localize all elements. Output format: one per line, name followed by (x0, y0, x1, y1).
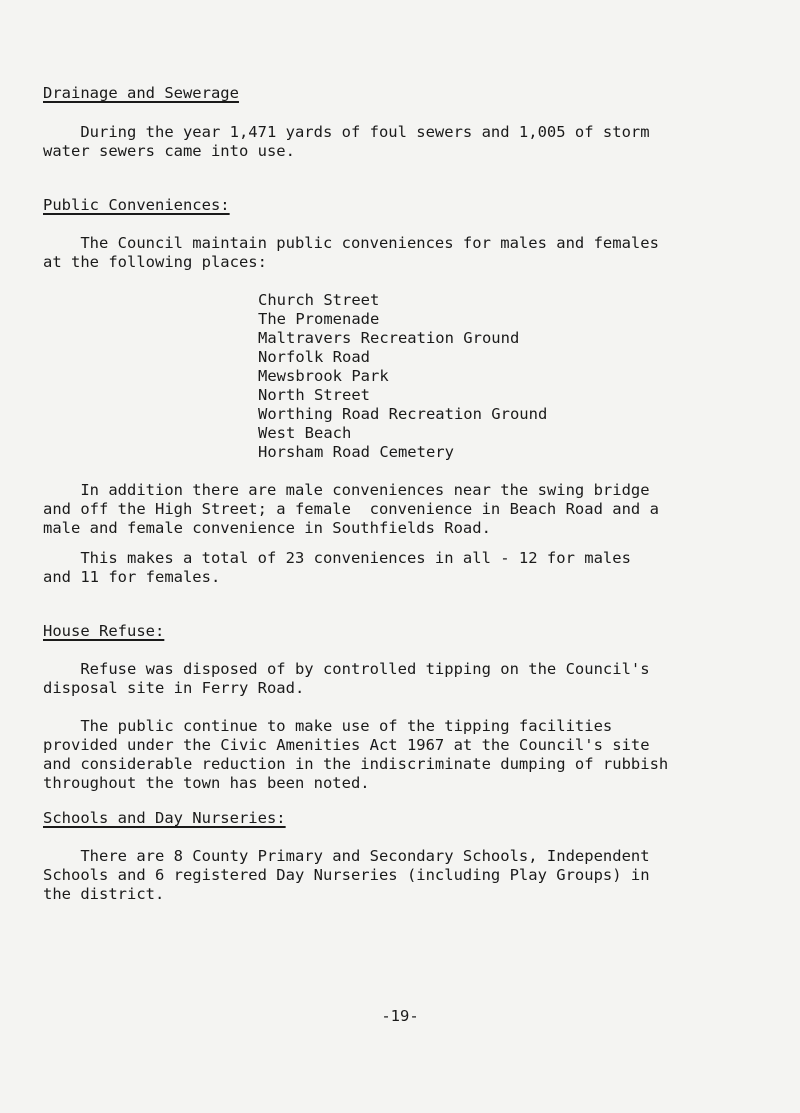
text-line: During the year 1,471 yards of foul sewers and 1,005 of storm (43, 123, 650, 141)
text-line: provided under the Civic Amenities Act 1967 at the Council's site (43, 736, 650, 754)
paragraph-conveniences-intro (43, 234, 763, 272)
list-item: Worthing Road Recreation Ground (258, 405, 548, 423)
heading-drainage: Drainage and Sewerage (43, 84, 239, 102)
text-line: and considerable reduction in the indiscriminate dumping of rubbish (43, 755, 669, 773)
text-line: This makes a total of 23 conveniences in all - 12 for males (43, 549, 631, 567)
text-line: disposal site in Ferry Road. (43, 679, 305, 697)
text-line: male and female convenience in Southfields Road. (43, 519, 491, 537)
text-line: The Council maintain public conveniences for males and females (43, 234, 659, 252)
list-item: Church Street (258, 291, 380, 309)
paragraph-refuse-2 (43, 717, 763, 793)
page-number: -19- (381, 1007, 419, 1025)
text-line: The public continue to make use of the tipping facilities (43, 717, 613, 735)
text-line: at the following places: (43, 253, 267, 271)
text-line: Refuse was disposed of by controlled tipping on the Council's (43, 660, 650, 678)
conveniences-places-list (258, 291, 547, 462)
list-item: Norfolk Road (258, 348, 370, 366)
paragraph-refuse-1 (43, 660, 763, 698)
paragraph-drainage (43, 123, 763, 161)
paragraph-conveniences-addition (43, 481, 763, 538)
text-line: water sewers came into use. (43, 142, 295, 160)
list-item: The Promenade (258, 310, 380, 328)
list-item: West Beach (258, 424, 352, 442)
paragraph-schools (43, 847, 763, 904)
heading-public-conveniences: Public Conveniences: (43, 196, 230, 214)
list-item: Mewsbrook Park (258, 367, 389, 385)
paragraph-conveniences-total (43, 549, 763, 587)
list-item: North Street (258, 386, 370, 404)
text-line: There are 8 County Primary and Secondary Schools, Independent (43, 847, 650, 865)
list-item: Horsham Road Cemetery (258, 443, 454, 461)
heading-house-refuse: House Refuse: (43, 622, 165, 640)
list-item: Maltravers Recreation Ground (258, 329, 520, 347)
text-line: In addition there are male conveniences near the swing bridge (43, 481, 650, 499)
text-line: and off the High Street; a female convenience in Beach Road and a (43, 500, 659, 518)
heading-schools: Schools and Day Nurseries: (43, 809, 286, 827)
text-line: Schools and 6 registered Day Nurseries (including Play Groups) in (43, 866, 650, 884)
text-line: and 11 for females. (43, 568, 221, 586)
text-line: throughout the town has been noted. (43, 774, 370, 792)
text-line: the district. (43, 885, 165, 903)
